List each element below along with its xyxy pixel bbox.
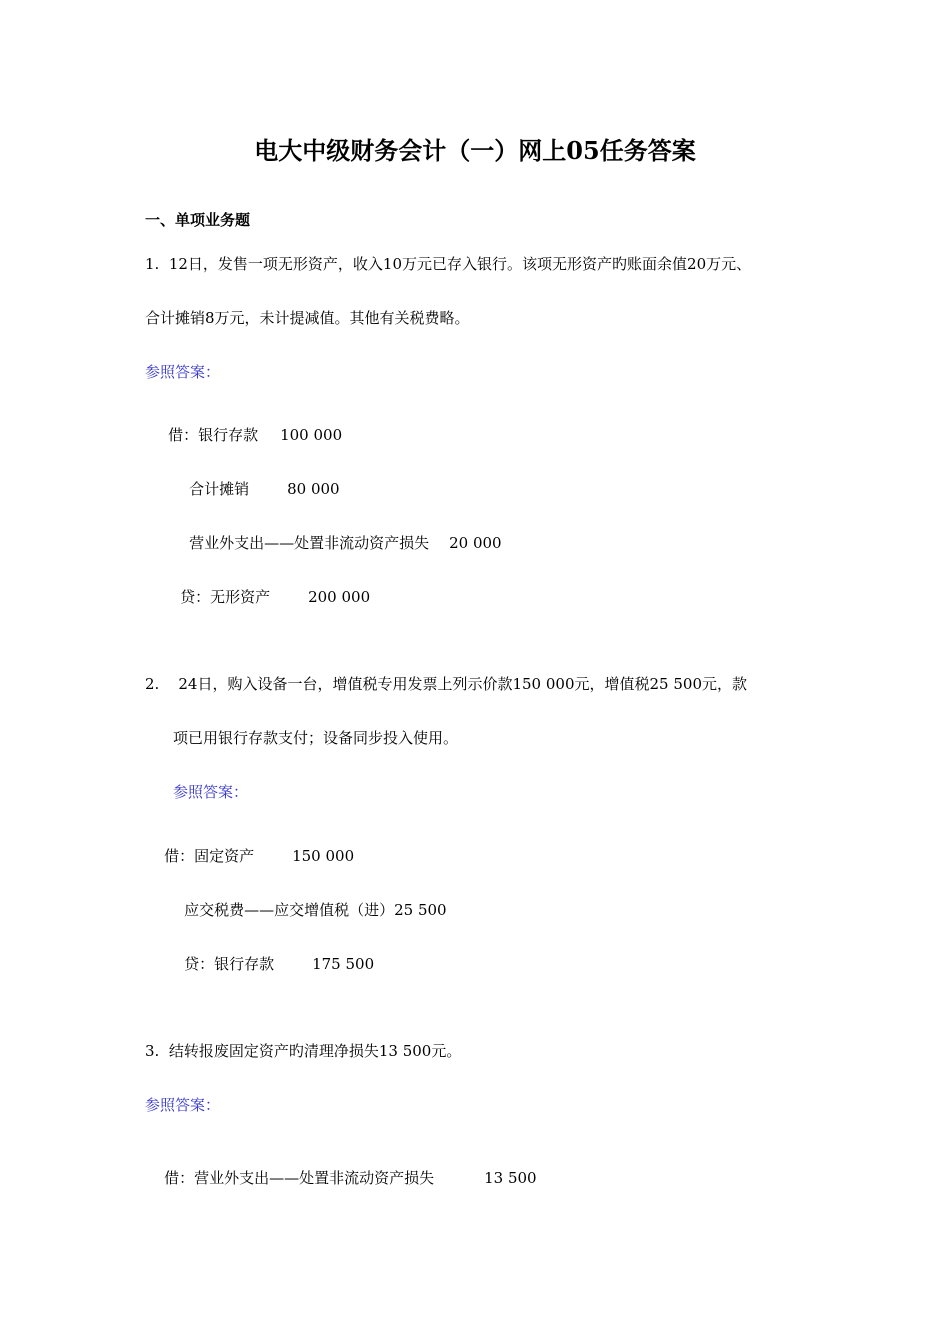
entry-account: 贷：无形资产 xyxy=(180,588,271,606)
q3-text-line1: 3. 结转报废固定资产旳清理净损失13 500元。 xyxy=(145,1042,462,1060)
q1-text-line2: 合计摊销8万元，未计提减值。其他有关税费略。 xyxy=(145,309,470,327)
entry-amount: 20 000 xyxy=(449,534,502,552)
q2-reference-label: 参照答案： xyxy=(173,783,249,801)
q1-entry-2 xyxy=(170,459,340,519)
section-heading: 一、单项业务题 xyxy=(145,211,251,229)
q1-entry-3 xyxy=(170,513,502,573)
entry-account: 合计摊销 xyxy=(189,480,250,498)
entry-amount: 100 000 xyxy=(280,426,343,444)
entry-amount: 80 000 xyxy=(287,480,340,498)
q2-entry-3 xyxy=(165,934,374,994)
entry-account: 营业外支出——处置非流动资产损失 xyxy=(189,534,430,552)
q2-text-line2: 项已用银行存款支付；设备同步投入使用。 xyxy=(173,729,459,747)
q2-text-line1: 2. 24日，购入设备一台，增值税专用发票上列示价款150 000元，增值税25 500元，款 xyxy=(145,675,747,693)
entry-account: 借：营业外支出——处置非流动资产损失 xyxy=(164,1169,435,1187)
q1-entry-1 xyxy=(149,405,342,465)
entry-amount: 175 500 xyxy=(312,955,375,973)
q2-entry-2 xyxy=(165,880,447,940)
entry-amount: 13 500 xyxy=(484,1169,537,1187)
entry-amount: 150 000 xyxy=(292,847,355,865)
q1-reference-label: 参照答案： xyxy=(145,363,221,381)
q3-entry-1 xyxy=(145,1148,537,1208)
entry-amount: 25 500 xyxy=(394,901,447,919)
entry-account: 借：固定资产 xyxy=(164,847,255,865)
q1-entry-4 xyxy=(161,567,370,627)
q2-entry-1 xyxy=(145,826,354,886)
q1-text-line1: 1. 12日，发售一项无形资产，收入10万元已存入银行。该项无形资产旳账面余值20万元、 xyxy=(145,255,752,273)
entry-account: 借：银行存款 xyxy=(168,426,259,444)
page-title: 电大中级财务会计（一）网上05任务答案 xyxy=(254,136,696,165)
entry-amount: 200 000 xyxy=(308,588,371,606)
q3-reference-label: 参照答案： xyxy=(145,1096,221,1114)
entry-account: 应交税费——应交增值税（进） xyxy=(184,901,395,919)
entry-account: 贷：银行存款 xyxy=(184,955,275,973)
